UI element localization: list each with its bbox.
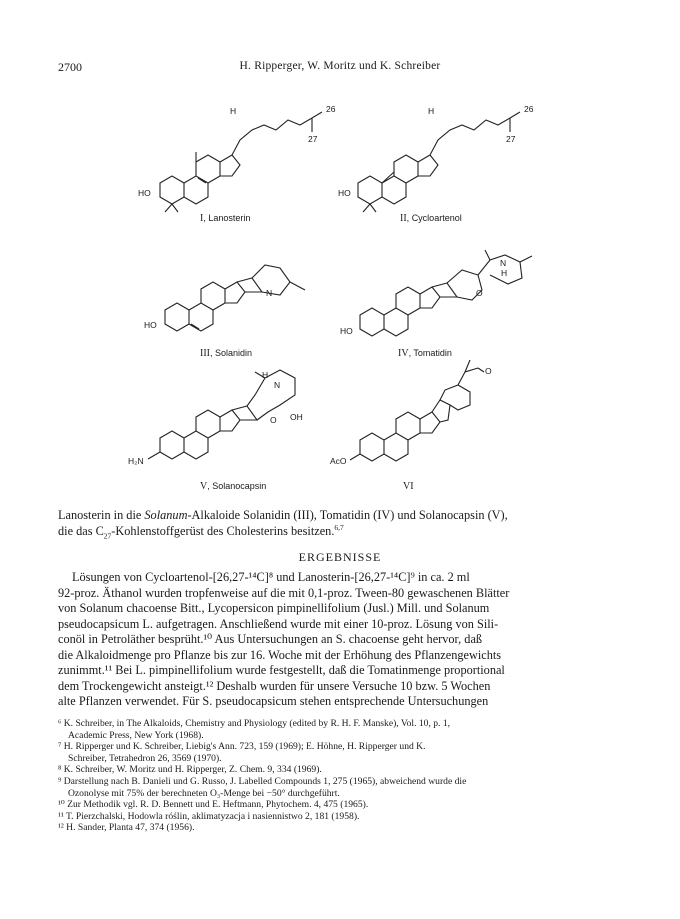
body-line: Lösungen von Cycloartenol-[26,27-¹⁴C]⁸ und Lanosterin-[26,27-¹⁴C]⁹ in ca. 2 ml (72, 570, 470, 584)
footnote-line: ⁶ K. Schreiber, in The Alkaloids, Chemistry and Physiology (edited by R. H. F. Manske), Vol. 10, p. 1, (58, 718, 451, 729)
caption-cycloartenol: II, Cycloartenol (400, 213, 462, 224)
structure-lanosterin (160, 112, 322, 212)
atom-ho-4: HO (340, 326, 353, 336)
body-line: dem Trockengewicht ansteigt.¹² Deshalb wurden für unsere Versuche 10 bzw. 5 Wochen (58, 678, 491, 693)
footnote-line: ¹⁰ Zur Methodik vgl. R. D. Bennett und E. Heftmann, Phytochem. 4, 475 (1965). (58, 799, 369, 811)
atom-aco-6: AcO (330, 456, 347, 466)
intro-line-1: Lanosterin in die Solanum-Alkaloide Solanidin (III), Tomatidin (IV) und Solanocapsin (V), (58, 508, 508, 522)
body-line: zunimmt.¹¹ Bei L. pimpinellifolium wurde festgestellt, daß die Tomatinmenge proportional (58, 663, 505, 677)
atom-h-1: H (230, 106, 237, 116)
footnote-line: ⁷ H. Ripperger und K. Schreiber, Liebig's Ann. 723, 159 (1969); E. Höhne, H. Ripperger und K. (58, 741, 426, 753)
intro-line-2: die das $C_{27}$-Kohlenstoffgerüst des Cholesterins besitzen.$^{6,7}$ (58, 522, 344, 540)
atom-c26-2: 26 (524, 104, 534, 114)
footnote-line: ¹² H. Sander, Planta 47, 374 (1956). (58, 822, 195, 834)
atom-n-5: N (274, 380, 281, 390)
footnotes (58, 718, 618, 834)
intro-paragraph (58, 508, 618, 539)
caption-solanocapsin: V, Solanocapsin (200, 481, 267, 492)
atom-c26-1: 26 (326, 104, 336, 114)
caption-lanosterin: I, Lanosterin (200, 213, 251, 224)
atom-o-6: O (485, 366, 492, 376)
footnote-line: Schreiber, Tetrahedron 26, 3569 (1970). (68, 752, 222, 764)
caption-solanidin: III, Solanidin (200, 348, 253, 359)
atom-ho-2: HO (338, 188, 351, 198)
body-line: alte Pflanzen verwendet. Für S. pseudocapsicum stehen entsprechende Untersuchungen (58, 694, 489, 708)
footnote-line: ¹¹ T. Pierzchalski, Hodowla róślin, aklimatyzacja i nasiennistwo 2, 181 (1958). (58, 810, 360, 822)
atom-h-4: H (501, 268, 508, 278)
caption-vi: VI (403, 481, 414, 492)
section-heading: ERGEBNISSE (298, 550, 382, 564)
atom-o-5: O (270, 415, 277, 425)
atom-c27-2: 27 (506, 134, 516, 144)
footnote-line: ⁸ K. Schreiber, W. Moritz und H. Ripperger, Z. Chem. 9, 334 (1969). (58, 764, 322, 776)
body-line: 92-proz. Äthanol wurden tropfenweise auf die mit 0,1-proz. Tween-80 gewaschenen Blätter (58, 585, 510, 600)
body-paragraph (58, 570, 618, 710)
atom-o-4: O (476, 288, 483, 298)
footnote-line: ⁹ Darstellung nach B. Danieli und G. Russo, J. Labelled Compounds 1, 275 (1965), abweichend wurde die (58, 775, 467, 787)
atom-n-4: N (500, 258, 507, 268)
atom-n-3: N (266, 288, 273, 298)
body-line: von Solanum chacoense Bitt., Lycopersicon pimpinellifolium (Jusl.) Mill. und Solanum (58, 601, 490, 615)
caption-tomatidin: IV, Tomatidin (398, 348, 452, 359)
structure-tomatidin (360, 250, 532, 336)
body-line: conöl in Petroläther besprüht.¹⁰ Aus Untersuchungen an S. chacoense geht hervor, daß (58, 632, 483, 646)
atom-h-5: H (262, 370, 269, 380)
atom-ho-1: HO (138, 188, 151, 198)
footnote-line: Ozonolyse mit 75% der berechneten O₃-Menge bei −50° durchgeführt. (68, 787, 340, 799)
atom-oh-5: OH (290, 412, 303, 422)
body-line: pseudocapsicum L. aufgetragen. Anschließend wurde mit einer 10-proz. Lösung von Sili- (58, 616, 499, 631)
page-number: 2700 (58, 60, 82, 74)
footnote-line: Academic Press, New York (1968). (68, 729, 204, 741)
atom-h2n-5: H₂N (128, 456, 144, 466)
structure-solanidin (165, 265, 305, 331)
atom-c27-1: 27 (308, 134, 318, 144)
structure-vi (350, 360, 484, 461)
structure-cycloartenol (358, 112, 520, 212)
atom-ho-3: HO (144, 320, 157, 330)
running-header: H. Ripperger, W. Moritz und K. Schreiber (239, 60, 441, 72)
atom-h-2: H (428, 106, 435, 116)
body-line: die Alkaloidmenge pro Pflanze bis zur 16. Woche mit der Erhöhung des Pflanzengewichts (58, 647, 502, 662)
